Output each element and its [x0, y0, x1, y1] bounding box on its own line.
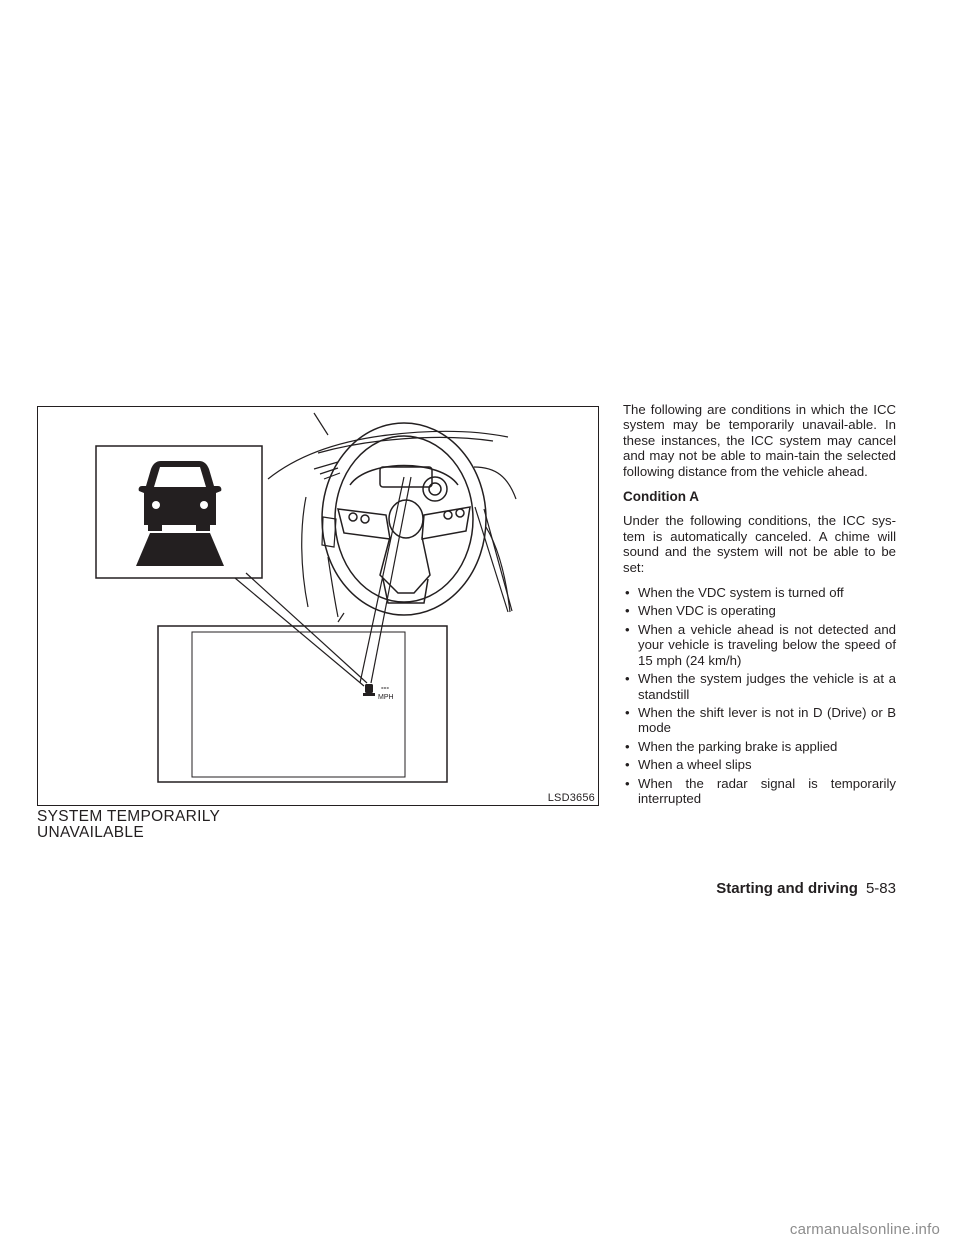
watermark-link[interactable]: carmanualsonline.info: [789, 1221, 940, 1238]
bullet-icon: •: [625, 775, 630, 791]
figure-illustration: [37, 406, 599, 806]
intro-paragraph: The following are conditions in which the ICC system may be temporarily unavail-able. In these instances, the ICC system may cancel and may not be able to main-tain the selected following distance from the vehicle ahead.: [623, 402, 896, 479]
footer-section-title: Starting and driving: [716, 880, 858, 897]
bullet-icon: •: [625, 738, 630, 754]
dashboard-outline: [268, 413, 516, 622]
steering-wheel: [322, 423, 486, 615]
list-item: • When VDC is operating: [625, 603, 776, 619]
list-item: • When the system judges the vehicle is at a standstill: [625, 671, 896, 702]
figure-code: LSD3656: [547, 792, 595, 804]
condition-heading: Condition A: [623, 489, 699, 505]
page-footer: [716, 880, 896, 897]
bullet-icon: •: [625, 603, 630, 619]
body-text-column: [623, 402, 896, 809]
list-item: • When the parking brake is applied: [625, 738, 838, 754]
list-item: • When the VDC system is turned off: [625, 585, 844, 601]
bullet-icon: •: [625, 757, 630, 773]
illustration-svg: [38, 407, 600, 807]
speed-display-dashes: ---: [381, 683, 389, 692]
bullet-icon: •: [625, 621, 630, 637]
condition-list: [623, 585, 896, 806]
list-item: • When the radar signal is temporarily interrupted: [625, 775, 896, 806]
lead-paragraph: Under the following conditions, the ICC sys-tem is automatically canceled. A chime will sound and the system will not be able to be set:: [623, 513, 896, 575]
speed-unit-label: MPH: [378, 694, 394, 701]
meter-display-inner: [192, 632, 405, 777]
bullet-icon: •: [625, 585, 630, 601]
list-item: • When a wheel slips: [625, 757, 752, 773]
list-item: • When a vehicle ahead is not detected and your vehicle is traveling below the speed of 15 mph (24 km/h): [625, 621, 896, 668]
figure-caption: SYSTEM TEMPORARILY UNAVAILABLE: [37, 808, 220, 841]
bullet-icon: •: [625, 671, 630, 687]
list-item: • When the shift lever is not in D (Drive) or B mode: [625, 704, 896, 736]
bullet-icon: •: [625, 704, 630, 720]
footer-page-number: 5-83: [865, 880, 896, 897]
